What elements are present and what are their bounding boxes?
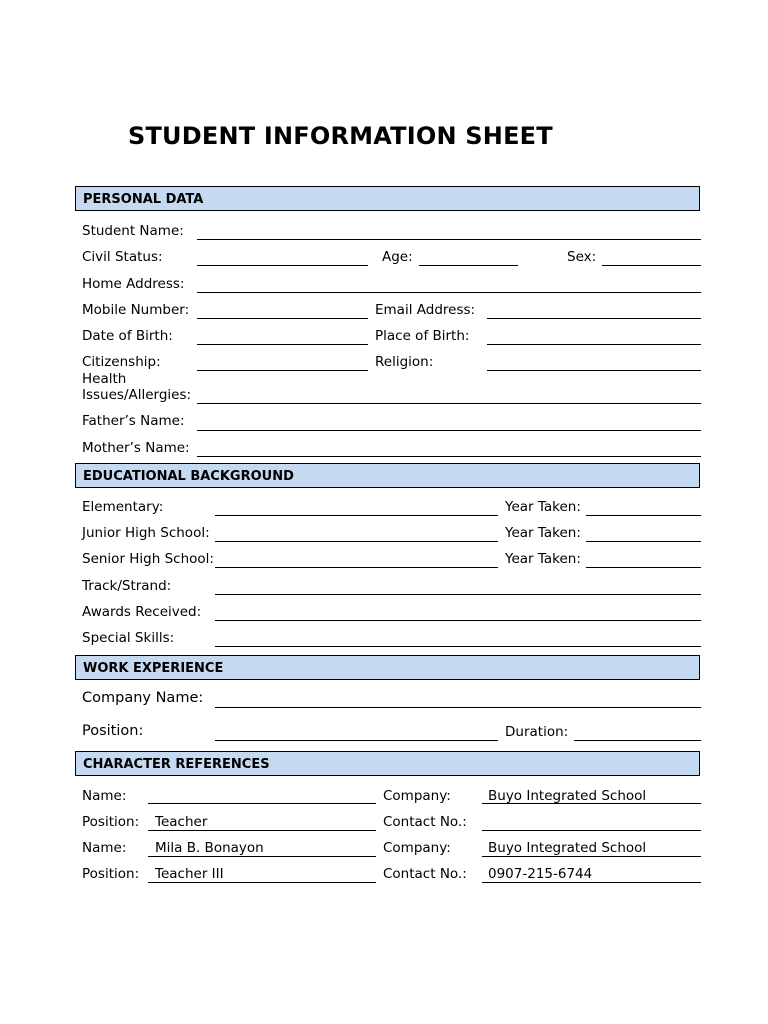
sex-label: Sex: <box>567 249 597 265</box>
email-address-field[interactable] <box>487 318 701 319</box>
senior-high-year-label: Year Taken: <box>505 551 581 567</box>
mothers-name-label: Mother’s Name: <box>82 440 190 456</box>
mothers-name-field[interactable] <box>197 456 701 457</box>
date-of-birth-field[interactable] <box>197 344 368 345</box>
ref1-contact-label: Contact No.: <box>383 814 467 830</box>
junior-high-label: Junior High School: <box>82 525 210 541</box>
fathers-name-field[interactable] <box>197 430 701 431</box>
mobile-number-field[interactable] <box>197 318 368 319</box>
ref1-name-field[interactable] <box>148 803 376 804</box>
email-address-label: Email Address: <box>375 302 476 318</box>
elementary-year-label: Year Taken: <box>505 499 581 515</box>
junior-high-field[interactable] <box>215 541 498 542</box>
section-title: WORK EXPERIENCE <box>83 661 224 676</box>
ref2-company-value: Buyo Integrated School <box>488 840 647 856</box>
ref1-position-label: Position: <box>82 814 140 830</box>
ref1-company-value: Buyo Integrated School <box>488 788 647 804</box>
age-field[interactable] <box>419 265 518 266</box>
home-address-label: Home Address: <box>82 276 185 292</box>
section-title: PERSONAL DATA <box>83 192 204 207</box>
sex-field[interactable] <box>602 265 701 266</box>
religion-label: Religion: <box>375 354 434 370</box>
elementary-field[interactable] <box>215 515 498 516</box>
section-title: EDUCATIONAL BACKGROUND <box>83 469 294 484</box>
duration-label: Duration: <box>505 724 569 740</box>
religion-field[interactable] <box>487 370 701 371</box>
citizenship-label: Citizenship: <box>82 354 161 370</box>
duration-field[interactable] <box>574 740 701 741</box>
citizenship-field[interactable] <box>197 370 368 371</box>
senior-high-year-field[interactable] <box>586 567 701 568</box>
ref2-contact-label: Contact No.: <box>383 866 467 882</box>
ref2-contact-value: 0907-215-6744 <box>488 866 593 882</box>
special-skills-field[interactable] <box>215 646 701 647</box>
ref1-name-label: Name: <box>82 788 127 804</box>
junior-high-year-field[interactable] <box>586 541 701 542</box>
section-header-work-experience <box>75 655 700 680</box>
elementary-label: Elementary: <box>82 499 164 515</box>
health-label-line-1: Health <box>82 371 127 387</box>
senior-high-field[interactable] <box>215 567 498 568</box>
ref2-position-field[interactable] <box>148 882 376 883</box>
senior-high-label: Senior High School: <box>82 551 214 567</box>
age-label: Age: <box>382 249 413 265</box>
student-name-field[interactable] <box>197 239 701 240</box>
ref2-contact-field[interactable] <box>482 882 701 883</box>
section-header-personal-data <box>75 186 700 211</box>
ref2-name-field[interactable] <box>148 856 376 857</box>
ref2-company-label: Company: <box>383 840 451 856</box>
place-of-birth-label: Place of Birth: <box>375 328 470 344</box>
ref1-contact-field[interactable] <box>482 830 701 831</box>
section-title: CHARACTER REFERENCES <box>83 757 270 772</box>
awards-field[interactable] <box>215 620 701 621</box>
awards-label: Awards Received: <box>82 604 202 620</box>
date-of-birth-label: Date of Birth: <box>82 328 173 344</box>
health-label-line-2: Issues/Allergies: <box>82 387 192 403</box>
ref1-position-value: Teacher <box>155 814 208 830</box>
special-skills-label: Special Skills: <box>82 630 175 646</box>
track-strand-label: Track/Strand: <box>82 578 172 594</box>
ref1-company-label: Company: <box>383 788 451 804</box>
civil-status-field[interactable] <box>197 265 368 266</box>
elementary-year-field[interactable] <box>586 515 701 516</box>
mobile-number-label: Mobile Number: <box>82 302 190 318</box>
civil-status-label: Civil Status: <box>82 249 163 265</box>
ref1-position-field[interactable] <box>148 830 376 831</box>
section-header-character-references <box>75 751 700 776</box>
ref1-company-field[interactable] <box>482 803 701 804</box>
section-header-educational-background <box>75 463 700 488</box>
company-name-field[interactable] <box>215 707 701 708</box>
ref2-name-value: Mila B. Bonayon <box>155 840 264 856</box>
position-label: Position: <box>82 723 144 739</box>
junior-high-year-label: Year Taken: <box>505 525 581 541</box>
ref2-position-label: Position: <box>82 866 140 882</box>
company-name-label: Company Name: <box>82 690 204 706</box>
student-name-label: Student Name: <box>82 223 184 239</box>
home-address-field[interactable] <box>197 292 701 293</box>
place-of-birth-field[interactable] <box>487 344 701 345</box>
fathers-name-label: Father’s Name: <box>82 413 185 429</box>
ref2-position-value: Teacher III <box>155 866 224 882</box>
track-strand-field[interactable] <box>215 594 701 595</box>
page-title: STUDENT INFORMATION SHEET <box>128 122 553 150</box>
ref2-company-field[interactable] <box>482 856 701 857</box>
health-issues-field[interactable] <box>197 403 701 404</box>
position-field[interactable] <box>215 740 498 741</box>
ref2-name-label: Name: <box>82 840 127 856</box>
